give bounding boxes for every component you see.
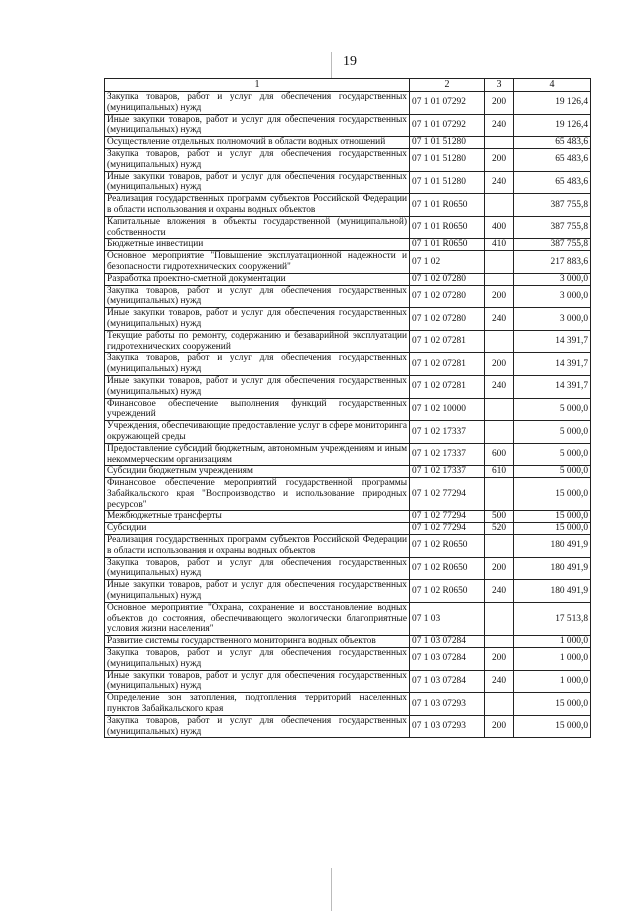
- cell-name: Закупка товаров, работ и услуг для обеспечения государственных (муниципальных) нужд: [105, 557, 410, 580]
- cell-name: Закупка товаров, работ и услуг для обеспечения государственных (муниципальных) нужд: [105, 648, 410, 671]
- table-row: [105, 285, 591, 308]
- cell-target-code: 07 1 01 51280: [410, 148, 485, 171]
- cell-target-code: 07 1 02 R0650: [410, 580, 485, 603]
- cell-target-code: 07 1 01 R0650: [410, 194, 485, 217]
- table-row: [105, 715, 591, 738]
- budget-table: [104, 78, 591, 738]
- cell-expense-type: [485, 251, 514, 274]
- cell-expense-type: [485, 636, 514, 648]
- cell-sum: 14 391,7: [514, 330, 591, 353]
- cell-name: Бюджетные инвестиции: [105, 239, 410, 251]
- cell-sum: 17 513,8: [514, 602, 591, 635]
- cell-target-code: 07 1 01 51280: [410, 137, 485, 149]
- cell-target-code: 07 1 02 77294: [410, 511, 485, 523]
- cell-sum: 5 000,0: [514, 421, 591, 444]
- cell-name: Основное мероприятие "Повышение эксплуатационной надежности и безопасности гидротехнических сооружений": [105, 251, 410, 274]
- cell-expense-type: [485, 194, 514, 217]
- cell-sum: 15 000,0: [514, 511, 591, 523]
- table-row: [105, 523, 591, 535]
- cell-name: Капитальные вложения в объекты государственной (муниципальной) собственности: [105, 216, 410, 239]
- cell-expense-type: 200: [485, 285, 514, 308]
- cell-name: Закупка товаров, работ и услуг для обеспечения государственных (муниципальных) нужд: [105, 148, 410, 171]
- table-row: [105, 693, 591, 716]
- table-row: [105, 443, 591, 466]
- cell-name: Текущие работы по ремонту, содержанию и безаварийной эксплуатации гидротехнических сооружений: [105, 330, 410, 353]
- cell-target-code: 07 1 01 07292: [410, 114, 485, 137]
- cell-target-code: 07 1 03: [410, 602, 485, 635]
- cell-name: Межбюджетные трансферты: [105, 511, 410, 523]
- cell-name: Осуществление отдельных полномочий в области водных отношений: [105, 137, 410, 149]
- cell-expense-type: 240: [485, 580, 514, 603]
- cell-name: Финансовое обеспечение мероприятий государственной программы Забайкальского края "Воспроизводство и использование природных ресурсов": [105, 478, 410, 511]
- table-row: [105, 421, 591, 444]
- cell-target-code: 07 1 02 07281: [410, 353, 485, 376]
- table-row: [105, 670, 591, 693]
- table-row: [105, 216, 591, 239]
- cell-sum: 387 755,8: [514, 194, 591, 217]
- cell-name: Финансовое обеспечение выполнения функций государственных учреждений: [105, 398, 410, 421]
- cell-sum: 14 391,7: [514, 375, 591, 398]
- cell-name: Иные закупки товаров, работ и услуг для обеспечения государственных (муниципальных) нужд: [105, 670, 410, 693]
- cell-expense-type: 240: [485, 670, 514, 693]
- cell-name: Основное мероприятие "Охрана, сохранение и восстановление водных объектов до состояния, обеспечивающего экологически благоприятные условия жизни населения": [105, 602, 410, 635]
- cell-target-code: 07 1 03 07293: [410, 715, 485, 738]
- cell-target-code: 07 1 02 R0650: [410, 557, 485, 580]
- cell-expense-type: 200: [485, 648, 514, 671]
- cell-expense-type: 200: [485, 148, 514, 171]
- cell-target-code: 07 1 01 51280: [410, 171, 485, 194]
- table-row: [105, 194, 591, 217]
- cell-name: Иные закупки товаров, работ и услуг для обеспечения государственных (муниципальных) нужд: [105, 308, 410, 331]
- cell-sum: 1 000,0: [514, 670, 591, 693]
- table-row: [105, 466, 591, 478]
- table-row: [105, 273, 591, 285]
- cell-sum: 3 000,0: [514, 285, 591, 308]
- table-row: [105, 114, 591, 137]
- cell-expense-type: [485, 421, 514, 444]
- cell-name: Иные закупки товаров, работ и услуг для обеспечения государственных (муниципальных) нужд: [105, 580, 410, 603]
- column-header-name: 1: [105, 79, 410, 92]
- cell-sum: 5 000,0: [514, 466, 591, 478]
- cell-expense-type: [485, 398, 514, 421]
- cell-expense-type: 240: [485, 375, 514, 398]
- cell-expense-type: [485, 693, 514, 716]
- cell-expense-type: [485, 330, 514, 353]
- cell-name: Учреждения, обеспечивающие предоставление услуг в сфере мониторинга окружающей среды: [105, 421, 410, 444]
- cell-target-code: 07 1 01 07292: [410, 92, 485, 115]
- table-row: [105, 535, 591, 558]
- cell-name: Иные закупки товаров, работ и услуг для обеспечения государственных (муниципальных) нужд: [105, 375, 410, 398]
- cell-sum: 180 491,9: [514, 580, 591, 603]
- cell-sum: 1 000,0: [514, 636, 591, 648]
- cell-name: Предоставление субсидий бюджетным, автономным учреждениям и иным некоммерческим организациям: [105, 443, 410, 466]
- column-header-expense-type: 3: [485, 79, 514, 92]
- cell-sum: 19 126,4: [514, 92, 591, 115]
- table-row: [105, 580, 591, 603]
- cell-sum: 14 391,7: [514, 353, 591, 376]
- table-row: [105, 148, 591, 171]
- cell-target-code: 07 1 01 R0650: [410, 216, 485, 239]
- cell-name: Иные закупки товаров, работ и услуг для обеспечения государственных (муниципальных) нужд: [105, 171, 410, 194]
- cell-expense-type: 240: [485, 308, 514, 331]
- cell-sum: 15 000,0: [514, 523, 591, 535]
- cell-sum: 65 483,6: [514, 137, 591, 149]
- table-row: [105, 251, 591, 274]
- table-row: [105, 557, 591, 580]
- cell-expense-type: 200: [485, 92, 514, 115]
- column-header-code: 2: [410, 79, 485, 92]
- page-number: 19: [343, 54, 357, 69]
- cell-name: Развитие системы государственного мониторинга водных объектов: [105, 636, 410, 648]
- cell-target-code: 07 1 02 77294: [410, 478, 485, 511]
- cell-sum: 5 000,0: [514, 398, 591, 421]
- cell-name: Иные закупки товаров, работ и услуг для обеспечения государственных (муниципальных) нужд: [105, 114, 410, 137]
- cell-name: Закупка товаров, работ и услуг для обеспечения государственных (муниципальных) нужд: [105, 285, 410, 308]
- cell-sum: 15 000,0: [514, 478, 591, 511]
- cell-expense-type: 600: [485, 443, 514, 466]
- cell-expense-type: 200: [485, 557, 514, 580]
- table-row: [105, 375, 591, 398]
- cell-sum: 180 491,9: [514, 535, 591, 558]
- cell-sum: 15 000,0: [514, 715, 591, 738]
- cell-name: Определение зон затопления, подтопления территорий населенных пунктов Забайкальского края: [105, 693, 410, 716]
- cell-target-code: 07 1 02 10000: [410, 398, 485, 421]
- cell-expense-type: 410: [485, 239, 514, 251]
- cell-expense-type: 520: [485, 523, 514, 535]
- cell-expense-type: 200: [485, 353, 514, 376]
- cell-sum: 387 755,8: [514, 216, 591, 239]
- cell-sum: 65 483,6: [514, 148, 591, 171]
- table-row: [105, 602, 591, 635]
- cell-sum: 217 883,6: [514, 251, 591, 274]
- cell-target-code: 07 1 02 17337: [410, 466, 485, 478]
- cell-expense-type: 500: [485, 511, 514, 523]
- cell-expense-type: [485, 602, 514, 635]
- cell-sum: 387 755,8: [514, 239, 591, 251]
- cell-target-code: 07 1 03 07284: [410, 670, 485, 693]
- cell-target-code: 07 1 03 07284: [410, 648, 485, 671]
- cell-name: Реализация государственных программ субъектов Российской Федерации в области использования и охраны водных объектов: [105, 194, 410, 217]
- cell-sum: 1 000,0: [514, 648, 591, 671]
- cell-name: Реализация государственных программ субъектов Российской Федерации в области использования и охраны водных объектов: [105, 535, 410, 558]
- cell-target-code: 07 1 02 07281: [410, 330, 485, 353]
- cell-name: Разработка проектно-сметной документации: [105, 273, 410, 285]
- table-row: [105, 308, 591, 331]
- table-body: [105, 92, 591, 738]
- cell-target-code: 07 1 02: [410, 251, 485, 274]
- cell-name: Закупка товаров, работ и услуг для обеспечения государственных (муниципальных) нужд: [105, 353, 410, 376]
- cell-name: Закупка товаров, работ и услуг для обеспечения государственных (муниципальных) нужд: [105, 715, 410, 738]
- table-row: [105, 636, 591, 648]
- cell-expense-type: 240: [485, 114, 514, 137]
- cell-sum: 5 000,0: [514, 443, 591, 466]
- table-row: [105, 137, 591, 149]
- table-row: [105, 511, 591, 523]
- cell-expense-type: 610: [485, 466, 514, 478]
- table-row: [105, 171, 591, 194]
- cell-target-code: 07 1 02 07280: [410, 273, 485, 285]
- table-row: [105, 648, 591, 671]
- table-header-row: [105, 79, 591, 92]
- cell-target-code: 07 1 02 07280: [410, 308, 485, 331]
- column-header-sum: 4: [514, 79, 591, 92]
- cell-expense-type: [485, 137, 514, 149]
- cell-target-code: 07 1 02 07280: [410, 285, 485, 308]
- cell-name: Субсидии: [105, 523, 410, 535]
- cell-sum: 19 126,4: [514, 114, 591, 137]
- binding-line-bottom: [331, 868, 332, 911]
- cell-sum: 3 000,0: [514, 308, 591, 331]
- cell-sum: 65 483,6: [514, 171, 591, 194]
- cell-sum: 3 000,0: [514, 273, 591, 285]
- cell-expense-type: [485, 478, 514, 511]
- cell-name: Субсидии бюджетным учреждениям: [105, 466, 410, 478]
- table-row: [105, 398, 591, 421]
- table-row: [105, 92, 591, 115]
- cell-target-code: 07 1 01 R0650: [410, 239, 485, 251]
- cell-expense-type: [485, 273, 514, 285]
- cell-expense-type: 400: [485, 216, 514, 239]
- cell-name: Закупка товаров, работ и услуг для обеспечения государственных (муниципальных) нужд: [105, 92, 410, 115]
- cell-target-code: 07 1 02 17337: [410, 421, 485, 444]
- table-row: [105, 239, 591, 251]
- cell-target-code: 07 1 02 07281: [410, 375, 485, 398]
- cell-expense-type: [485, 535, 514, 558]
- cell-target-code: 07 1 02 17337: [410, 443, 485, 466]
- cell-target-code: 07 1 02 R0650: [410, 535, 485, 558]
- cell-target-code: 07 1 03 07284: [410, 636, 485, 648]
- cell-sum: 15 000,0: [514, 693, 591, 716]
- table-row: [105, 353, 591, 376]
- cell-expense-type: 240: [485, 171, 514, 194]
- cell-target-code: 07 1 02 77294: [410, 523, 485, 535]
- cell-target-code: 07 1 03 07293: [410, 693, 485, 716]
- cell-expense-type: 200: [485, 715, 514, 738]
- cell-sum: 180 491,9: [514, 557, 591, 580]
- table-row: [105, 330, 591, 353]
- table-row: [105, 478, 591, 511]
